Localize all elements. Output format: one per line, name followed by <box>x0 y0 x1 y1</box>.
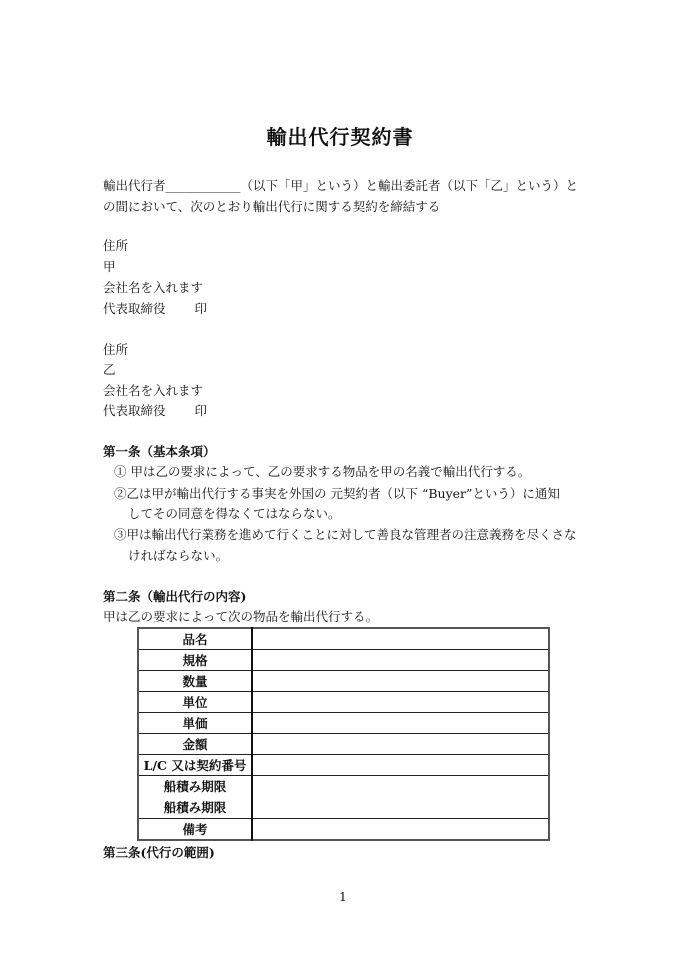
table-label: 船積み期限 <box>163 779 227 794</box>
article1-line: ければならない。 <box>128 548 229 563</box>
table-value-cell[interactable] <box>252 692 549 713</box>
table-value-cell[interactable] <box>252 713 549 734</box>
party-b-rep: 代表取締役 印 <box>103 403 207 418</box>
article1-heading: 第一条（基本条項） <box>103 444 216 459</box>
table-label: 金額 <box>138 734 252 755</box>
table-value-cell[interactable] <box>252 734 549 755</box>
intro-line-2: の間において、次のとおり輸出代行に関する契約を締結する <box>103 199 441 214</box>
party-a-rep: 代表取締役 印 <box>103 301 207 316</box>
table-value-cell[interactable] <box>252 650 549 671</box>
table-label: L/C 又は契約番号 <box>138 755 252 776</box>
table-label: 備考 <box>138 819 252 841</box>
table-value-cell[interactable] <box>252 628 549 650</box>
goods-table <box>137 627 550 841</box>
party-a-name: 甲 <box>103 259 116 274</box>
table-row <box>138 734 549 755</box>
table-label-shipping <box>138 776 252 819</box>
table-row <box>138 713 549 734</box>
table-row <box>138 650 549 671</box>
table-value-cell[interactable] <box>252 671 549 692</box>
article2-heading: 第二条（輸出代行の内容) <box>103 589 247 604</box>
page-number: 1 <box>339 890 347 904</box>
party-a-address: 住所 <box>103 238 129 253</box>
party-b-address: 住所 <box>103 342 129 357</box>
table-row <box>138 628 549 650</box>
table-row <box>138 819 549 841</box>
table-label: 単位 <box>138 692 252 713</box>
table-row <box>138 776 549 819</box>
table-row <box>138 692 549 713</box>
article1-line: ③甲は輸出代行業務を進めて行くことに対して善良な管理者の注意義務を尽くさな <box>114 527 577 542</box>
table-label: 規格 <box>138 650 252 671</box>
article3-heading: 第三条(代行の範囲) <box>103 845 215 860</box>
table-label: 単価 <box>138 713 252 734</box>
article2-text: 甲は乙の要求によって次の物品を輸出代行する。 <box>103 609 379 624</box>
party-b-name: 乙 <box>103 362 116 377</box>
party-a-company: 会社名を入れます <box>103 280 204 295</box>
article1-line: ① 甲は乙の要求によって、乙の要求する物品を甲の名義で輸出代行する。 <box>114 464 531 479</box>
table-row <box>138 755 549 776</box>
table-value-cell[interactable] <box>252 819 549 841</box>
table-label: 数量 <box>138 671 252 692</box>
table-value-cell[interactable] <box>252 755 549 776</box>
table-value-cell[interactable] <box>252 776 549 819</box>
table-label: 品名 <box>138 628 252 650</box>
table-label: 船積み期限 <box>163 800 227 815</box>
intro-line-1: 輸出代行者____________（以下「甲」という）と輸出委託者（以下「乙」という）と <box>103 178 579 193</box>
article1-line: ②乙は甲が輸出代行する事実を外国の 元契約者（以下 “Buyer”という）に通知 <box>114 486 560 501</box>
party-b-company: 会社名を入れます <box>103 383 204 398</box>
article1-line: してその同意を得なくてはならない。 <box>128 506 341 521</box>
document-title: 輸出代行契約書 <box>266 125 414 149</box>
table-row <box>138 671 549 692</box>
